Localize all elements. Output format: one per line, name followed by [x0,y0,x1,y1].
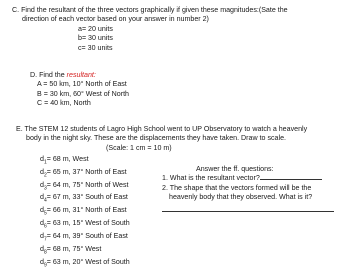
section-c [12,6,288,53]
question-1: 1. What is the resultant vector? [162,174,322,183]
section-e-line2: body in the night sky. These are the displacements they have taken. Draw to scale. [16,134,307,143]
displacement-item: $d_9= 63$ m, 20° West of South [40,258,130,270]
vector-c: c= 30 units [78,44,288,53]
section-d-heading [30,71,129,80]
section-c-line1: C. Find the resultant of the three vectors graphically if given these magnitudes:(Sate the [12,6,288,15]
displacement-item: $d_4= 67$ m, 33° South of East [40,193,130,206]
displacement-item: $d_3= 64$ m, 75° North of West [40,181,130,194]
vector-A: A = 50 km, 10° North of East [37,80,129,89]
section-d-highlight: resultant: [67,71,96,79]
vector-b: b= 30 units [78,34,288,43]
section-d-prefix: D. Find the [30,71,67,79]
displacement-item: $d_8= 68$ m, 75° West [40,245,130,258]
section-c-line2: direction of each vector based on your answer in number 2) [12,15,288,24]
answer-blank-2 [162,211,334,212]
displacement-item: $d_5= 66$ m, 31° North of East [40,206,130,219]
displacement-list [40,155,130,270]
displacement-item: $d_1= 68$ m, West [40,155,130,168]
answer-blank-1 [260,178,322,180]
section-d-vectors [30,80,129,108]
section-e-scale: (Scale: 1 cm = 10 m) [16,144,307,153]
question-2-line2: heavenly body that they observed. What is it? [162,193,322,202]
vector-a: a= 20 units [78,25,288,34]
displacement-item: $d_2= 65$ m, 37° North of East [40,168,130,181]
section-e [16,125,307,153]
questions-block [162,165,322,203]
vector-C: C = 40 km, North [37,99,129,108]
section-c-vectors [12,25,288,53]
section-e-line1: E. The STEM 12 students of Lagro High School went to UP Observatory to watch a heavenly [16,125,307,134]
section-d [30,71,129,109]
question-2-line1: 2. The shape that the vectors formed will be the [162,184,322,193]
questions-header: Answer the ff. questions: [162,165,322,174]
displacement-item: $d_6= 63$ m, 15° West of South [40,219,130,232]
vector-B: B = 30 km, 60° West of North [37,90,129,99]
displacement-item: $d_7= 64$ m, 39° South of East [40,232,130,245]
